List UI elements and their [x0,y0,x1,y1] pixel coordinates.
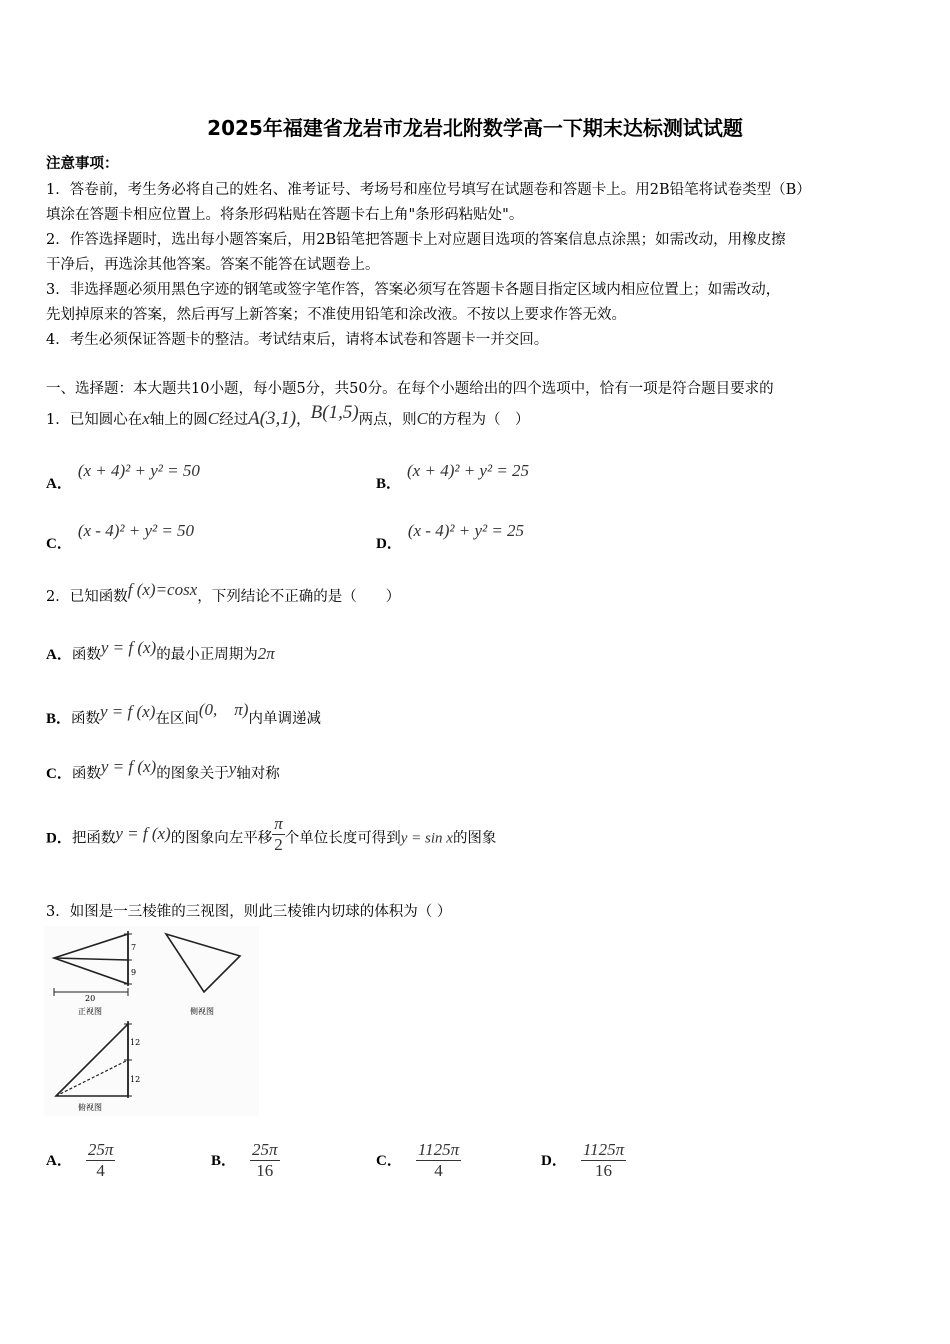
notice-line: 干净后，再选涂其他答案。答案不能答在试题卷上。 [46,257,380,273]
notice-line: 3．非选择题必须用黑色字迹的钢笔或签字笔作答，答案必须写在答题卡各题目指定区域内相应位置上；如需改动， [46,282,781,298]
section-heading: 一、选择题：本大题共10小题，每小题5分，共50分。在每个小题给出的四个选项中，恰有一项是符合题目要求的 [46,381,774,397]
option-fraction [272,814,285,855]
notice-line: 1．答卷前，考生务必将自己的姓名、准考证号、考场号和座位号填写在试题卷和答题卡上。用2B铅笔将试卷类型（B） [46,182,811,198]
q3-option-b[interactable] [211,1140,280,1181]
option-value: (0, π) [198,700,249,719]
option-fraction [86,1140,116,1181]
option-label: D． [541,1152,567,1169]
notice-line: 填涂在答题卡相应位置上。将条形码粘贴在答题卡右上角"条形码粘贴处"。 [46,207,524,223]
option-fraction [581,1140,626,1181]
side-view-label: 侧视图 [190,1007,214,1016]
option-value: y = sin x [400,830,453,847]
option-func: y = f (x) [100,638,157,657]
q1-option-b[interactable] [376,460,530,492]
q2-option-b[interactable] [46,700,321,728]
option-label: C． [46,766,72,782]
fraction-numerator: 25π [87,1140,114,1159]
option-label: B． [376,476,402,492]
q2-text-2: ，下列结论不正确的是（ ） [197,589,401,605]
page-title: 2025年福建省龙岩市龙岩北附数学高一下期末达标测试试题 [207,116,743,140]
fraction-numerator: π [274,814,283,833]
option-fraction [416,1140,461,1181]
q1-x: x [142,409,150,428]
fraction-numerator: 1125π [582,1140,625,1159]
option-value: y [228,759,237,778]
question-3: 3．如图是一三棱锥的三视图，则此三棱锥内切球的体积为（ ） [46,904,452,920]
option-text: 函数 [71,711,101,727]
option-label: A． [46,1152,72,1169]
q2-option-a[interactable] [46,638,275,664]
option-text: 在区间 [155,711,199,727]
q1-text-2: 轴上的圆 [149,412,208,428]
option-text: 的最小正周期为 [156,647,258,663]
option-label: A． [46,476,72,492]
q2-option-c[interactable] [46,757,280,783]
q1-text-1: 1．已知圆心在 [46,412,143,428]
question-1 [46,402,530,430]
q1-comma: ， [296,412,311,428]
q2-func: f (x)=cosx [127,580,198,599]
option-text: 把函数 [71,830,116,847]
option-text: 函数 [71,766,101,782]
option-expr: (x + 4)² + y² = 50 [77,461,200,480]
option-expr: (x - 4)² + y² = 25 [407,521,525,540]
q1-option-c[interactable] [46,520,195,552]
option-text: 个单位长度可得到 [284,830,401,847]
q3-option-a[interactable] [46,1140,115,1181]
q1-c2: C [416,409,428,428]
option-value: 2π [257,644,275,663]
option-expr: (x + 4)² + y² = 25 [407,461,530,480]
dim-12b: 12 [130,1075,141,1084]
fraction-denominator: 2 [274,835,283,854]
q1-point-b: B(1,5) [310,402,359,423]
notice-heading: 注意事项： [46,155,119,172]
option-func: y = f (x) [100,702,156,721]
q1-option-d[interactable] [376,520,525,552]
option-func: y = f (x) [100,757,157,776]
option-text: 轴对称 [236,766,280,782]
q2-option-d[interactable] [46,814,497,859]
option-text: 函数 [71,647,101,663]
notice-line: 先划掉原来的答案，然后再写上新答案；不准使用铅笔和涂改液。不按以上要求作答无效。 [46,307,626,323]
option-label: B． [211,1152,237,1169]
dim-7: 7 [131,943,137,952]
fraction-denominator: 4 [434,1161,443,1180]
three-view-figure [44,926,259,1116]
q1-point-a: A(3,1) [248,408,297,429]
option-label: B． [46,711,72,727]
dim-12a: 12 [130,1038,141,1047]
fraction-denominator: 4 [96,1161,105,1180]
option-text: 的图象 [452,830,497,847]
option-label: C． [46,536,72,552]
option-text: 的图象关于 [156,766,229,782]
fraction-denominator: 16 [256,1161,274,1180]
q2-text-1: 2．已知函数 [46,589,128,605]
q3-option-c[interactable] [376,1140,461,1181]
option-fraction [250,1140,280,1181]
dim-9: 9 [131,968,137,977]
top-view-label: 俯视图 [78,1103,102,1112]
option-label: D． [376,536,402,552]
option-label: D． [46,830,72,847]
front-view-label: 正视图 [78,1007,102,1016]
option-text: 的图象向左平移 [170,830,273,847]
fraction-numerator: 25π [252,1140,278,1159]
option-label: A． [46,647,72,663]
notice-line: 2．作答选择题时，选出每小题答案后，用2B铅笔把答题卡上对应题目选项的答案信息点涂黑；如需改动，用橡皮擦 [46,232,786,248]
q1-text-5: 的方程为（ ） [428,412,530,428]
option-text: 内单调递减 [248,711,321,727]
q1-c: C [207,409,220,428]
q1-text-3: 经过 [219,412,249,428]
option-label: C． [376,1152,402,1169]
fraction-numerator: 1125π [417,1140,460,1159]
option-expr: (x - 4)² + y² = 50 [77,521,195,540]
fraction-denominator: 16 [594,1161,612,1180]
q1-text-4: 两点，则 [358,412,417,428]
notice-line: 4．考生必须保证答题卡的整洁。考试结束后，请将本试卷和答题卡一并交回。 [46,332,549,348]
q1-option-a[interactable] [46,460,200,492]
option-func: y = f (x) [115,823,171,843]
dim-20: 20 [85,994,96,1003]
question-2 [46,580,401,606]
q3-option-d[interactable] [541,1140,626,1181]
